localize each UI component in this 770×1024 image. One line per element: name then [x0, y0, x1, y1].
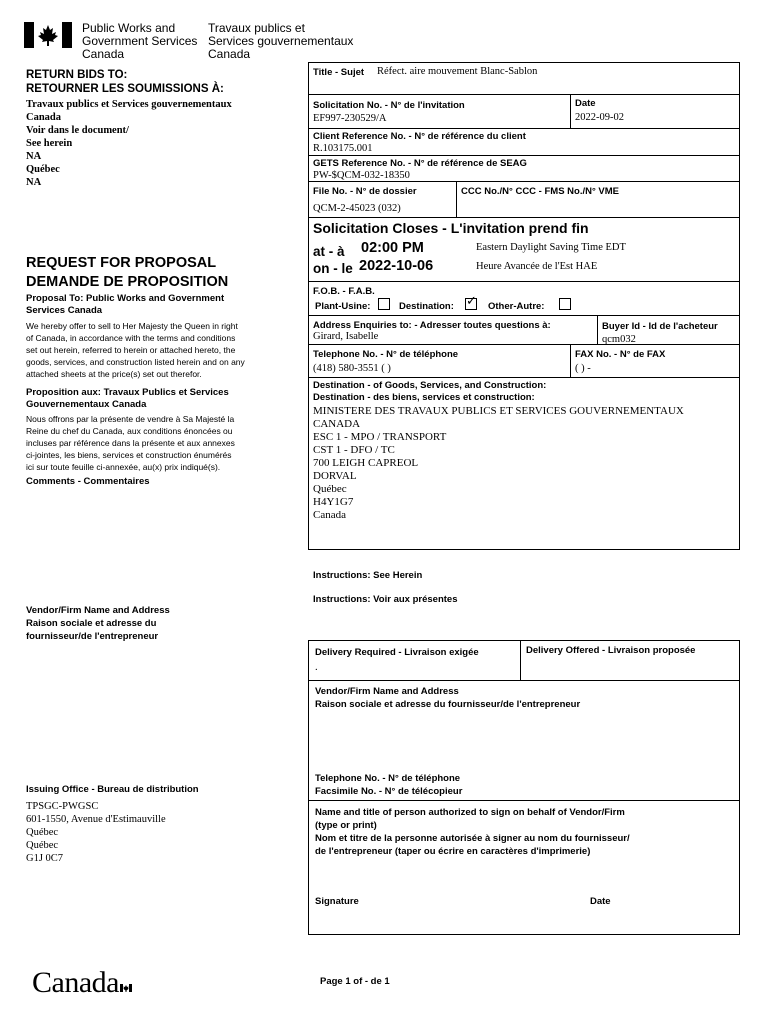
date-value: 2022-09-02 — [575, 112, 624, 123]
canada-wordmark-text: Canada — [32, 966, 119, 999]
delivery-required-value[interactable]: . — [315, 662, 318, 673]
destination-address: MINISTERE DES TRAVAUX PUBLICS ET SERVICES GOUVERNEMENTAUX CANADA ESC 1 - MPO / TRANSPORT CST 1 - DFO / TC 700 LEIGH CAPREOL DORVAL Québec H4Y1G7 Canada — [313, 405, 684, 521]
department-wordmark-fr: Travaux publics et Services gouvernementaux Canada — [208, 21, 354, 61]
destination-check-mark: ✓ — [466, 294, 477, 309]
divider — [456, 181, 457, 217]
tel-fax-label: Telephone No. - N° de téléphone Facsimile No. - N° de télécopieur — [315, 773, 463, 797]
fax-value: ( ) - — [575, 363, 591, 374]
proposal-to-title: Proposal To: Public Works and Government Services Canada — [26, 293, 225, 316]
destination-label: Destination: — [399, 301, 454, 312]
divider — [308, 800, 740, 801]
timezone-en: Eastern Daylight Saving Time EDT — [476, 242, 626, 253]
title-value: Réfect. aire mouvement Blanc-Sablon — [377, 66, 538, 77]
divider — [308, 344, 740, 345]
destination-checkbox[interactable] — [465, 294, 477, 310]
client-reference-label: Client Reference No. - N° de référence du client — [313, 131, 526, 142]
plant-checkbox[interactable] — [378, 298, 390, 310]
page-number: Page 1 of - de 1 — [320, 976, 390, 987]
address-enquiries-value: Girard, Isabelle — [313, 331, 379, 342]
other-label: Other-Autre: — [488, 301, 545, 312]
gets-reference-label: GETS Reference No. - N° de référence de SEAG — [313, 158, 527, 169]
instructions-en: Instructions: See Herein — [313, 570, 423, 581]
gets-reference-value: PW-$QCM-032-18350 — [313, 170, 410, 181]
divider — [308, 281, 740, 282]
signature-label: Signature — [315, 896, 359, 907]
return-address: Travaux publics et Services gouvernementaux Canada Voir dans le document/ See herein NA Québec NA — [26, 99, 232, 188]
closing-at-label: at - à — [313, 244, 345, 259]
divider — [597, 315, 598, 344]
instructions-fr: Instructions: Voir aux présentes — [313, 594, 458, 605]
divider — [308, 315, 740, 316]
divider — [308, 155, 740, 156]
date-label: Date — [575, 98, 596, 109]
closing-on-label: on - le — [313, 261, 353, 276]
buyer-id-value: qcm032 — [602, 334, 636, 345]
destination-goods-label: Destination - of Goods, Services, and Construction: Destination - des biens, services et construction: — [313, 380, 547, 403]
divider — [308, 128, 740, 129]
file-no-value: QCM-2-45023 (032) — [313, 203, 401, 214]
vendor-name-label: Vendor/Firm Name and Address Raison sociale et adresse du fournisseur/de l'entrepreneur — [315, 686, 581, 710]
other-checkbox[interactable] — [559, 298, 571, 310]
divider — [308, 217, 740, 218]
rfp-title: REQUEST FOR PROPOSAL DEMANDE DE PROPOSITION — [26, 255, 229, 290]
divider — [308, 680, 740, 681]
proposition-title: Proposition aux: Travaux Publics et Services Gouvernementaux Canada — [26, 387, 229, 410]
authorized-person-label: Name and title of person authorized to sign on behalf of Vendor/Firm (type or print) Nom et titre de la personne autorisée à signer au nom du fournisseur/ de l'entrepreneur (taper ou écrire en caractères d'imprimerie) — [315, 807, 630, 857]
buyer-id-label: Buyer Id - Id de l'acheteur — [602, 321, 718, 332]
divider — [570, 344, 571, 377]
department-wordmark-en: Public Works and Government Services Canada — [82, 21, 198, 61]
issuing-office-title: Issuing Office - Bureau de distribution — [26, 784, 199, 795]
file-no-label: File No. - N° de dossier — [313, 186, 417, 197]
divider — [308, 377, 740, 378]
divider — [308, 94, 740, 95]
comments-label: Comments - Commentaires — [26, 476, 150, 487]
plant-label: Plant-Usine: — [315, 301, 371, 312]
closing-date: 2022-10-06 — [359, 258, 434, 274]
return-bids-heading: RETURN BIDS TO: RETOURNER LES SOUMISSIONS À: — [26, 69, 224, 95]
divider — [308, 181, 740, 182]
telephone-label: Telephone No. - N° de téléphone — [313, 349, 459, 360]
canada-wordmark — [32, 966, 132, 1000]
issuing-office-address: TPSGC-PWGSC 601-1550, Avenue d'Estimauville Québec Québec G1J 0C7 — [26, 801, 166, 864]
client-reference-value: R.103175.001 — [313, 143, 373, 154]
address-enquiries-label: Address Enquiries to: - Adresser toutes questions à: — [313, 320, 551, 331]
solicitation-closes-title: Solicitation Closes - L'invitation prend fin — [313, 220, 589, 236]
solicitation-no-label: Solicitation No. - N° de l'invitation — [313, 100, 465, 111]
fax-label: FAX No. - N° de FAX — [575, 349, 666, 360]
telephone-value: (418) 580-3551 ( ) — [313, 363, 391, 374]
wordmark-flag-icon — [120, 966, 132, 1000]
canada-flag-icon — [24, 22, 72, 48]
delivery-offered-label: Delivery Offered - Livraison proposée — [526, 645, 696, 656]
title-label: Title - Sujet — [313, 67, 365, 78]
divider — [570, 94, 571, 128]
solicitation-no-value: EF997-230529/A — [313, 113, 387, 124]
proposition-body: Nous offrons par la présente de vendre à Sa Majesté la Reine du chef du Canada, aux conditions énoncées ou incluses par référence dans la présente et aux annexes ci-jointes, les biens, services et construction énumérés ici sur toute feuille ci-annexée, au(x) prix indiqué(s). — [26, 414, 235, 472]
divider — [520, 640, 521, 680]
fob-label: F.O.B. - F.A.B. — [313, 286, 375, 297]
proposal-to-body: We hereby offer to sell to Her Majesty the Queen in right of Canada, in accordance with the terms and conditions set out herein, referred to herein or attached hereto, the goods, services, and construction listed herein and on any attached sheets at the price(s) set out therefor. — [26, 321, 245, 379]
signature-date-label: Date — [590, 896, 611, 907]
delivery-required-label: Delivery Required - Livraison exigée — [315, 647, 479, 658]
ccc-no-label: CCC No./N° CCC - FMS No./N° VME — [461, 186, 620, 197]
vendor-firm-title: Vendor/Firm Name and Address Raison sociale et adresse du fournisseur/de l'entrepreneur — [26, 605, 170, 642]
timezone-fr: Heure Avancée de l'Est HAE — [476, 261, 598, 272]
closing-time: 02:00 PM — [361, 240, 424, 256]
